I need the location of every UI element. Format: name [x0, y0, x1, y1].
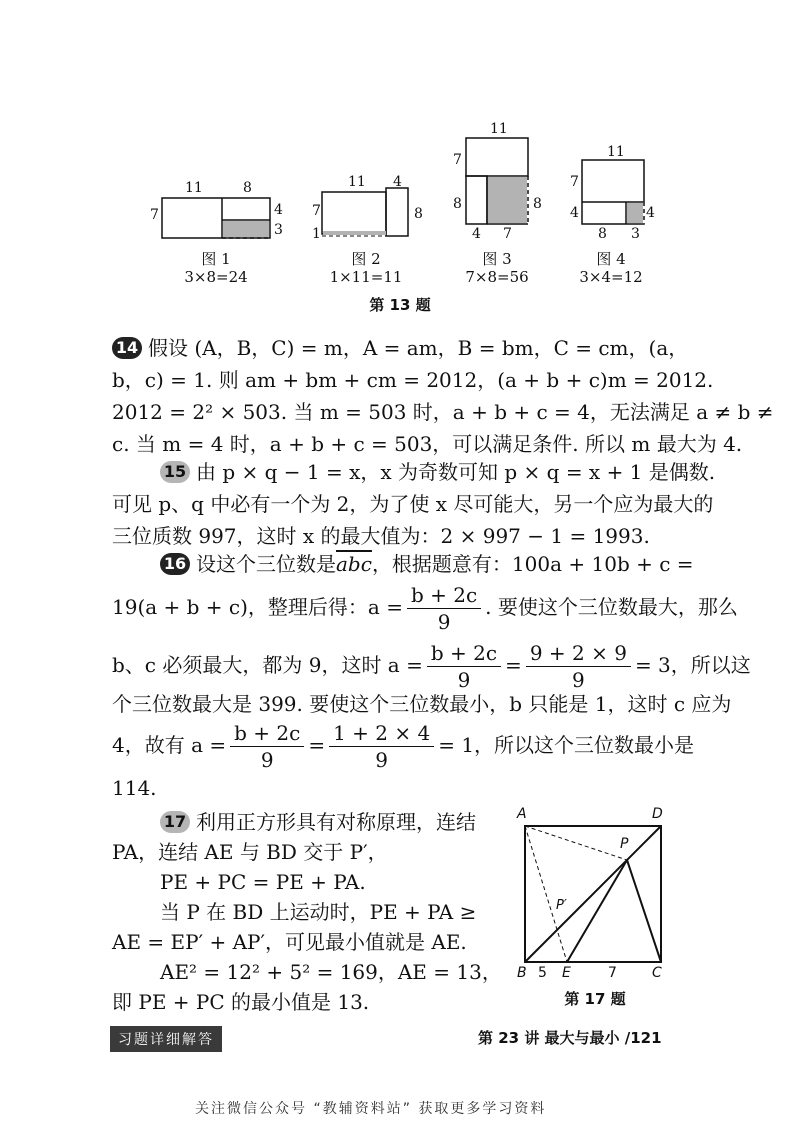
fig3-equation: 7×8=56	[465, 268, 529, 286]
q15-line-3: 三位质数 997，这时 x 的最大值为：2 × 997 − 1 = 1993.	[112, 524, 650, 548]
fig3-shaded	[488, 177, 527, 223]
segment-ec-length: 7	[608, 965, 617, 981]
fig4-left-bottom: 4	[570, 205, 579, 221]
fig1-shaded	[223, 221, 269, 237]
fig1-top-right: 8	[243, 180, 252, 196]
q16-line-1: 16 设这个三位数是$\overline{abc}$，根据题意有：100a + 10b + c =	[160, 548, 700, 580]
fig2-bottom-left: 1	[312, 226, 321, 242]
figure-3	[450, 128, 560, 238]
fraction-1: $\frac{b + 2c}{9}$	[407, 582, 481, 635]
q16-line-2: 19(a + b + c)，整理后得：a = $\frac{b + 2c}{9}$ . 要使这个三位数最大，那么	[112, 583, 738, 634]
q15-number: 15	[160, 461, 190, 483]
fig1-label: 图 1	[201, 250, 231, 268]
point-b-label: B	[517, 965, 527, 981]
point-e-label: E	[562, 965, 571, 981]
q15-line-1: 15 由 p × q − 1 = x，x 为奇数可知 p × q = x + 1 是偶数.	[160, 456, 700, 488]
fig1-right-top: 4	[274, 202, 283, 218]
fig3-bottom-right: 7	[503, 226, 512, 242]
fig4-equation: 3×4=12	[579, 268, 643, 286]
point-p-prime-label: P′	[556, 898, 567, 913]
q16-line-3: b、c 必须最大，都为 9，这时 a = $\frac{b + 2c}{9}$ = $\frac{9 + 2 \times 9}{9}$ = 3，所以这	[112, 641, 751, 692]
fig2-label: 图 2	[351, 250, 381, 268]
fig4-bottom-right: 3	[631, 226, 640, 242]
watermark-text: 关注微信公众号 “教辅资料站” 获取更多学习资料	[195, 1101, 547, 1117]
fig4-shaded	[627, 203, 643, 223]
fig2-top-left: 11	[348, 174, 366, 190]
fraction-3: $\frac{9 + 2 \times 9}{9}$	[526, 640, 631, 693]
figure-17-caption: 第 17 题	[564, 990, 626, 1008]
footer-chapter-title: 第 23 讲 最大与最小 /121	[478, 1029, 662, 1047]
fig3-bottom-left: 4	[472, 226, 481, 242]
point-d-label: D	[652, 806, 663, 822]
fig4-left-top: 7	[570, 174, 579, 190]
q14-line-1: 14 假设 (A，B，C) = m，A = am，B = bm，C = cm，(a，	[112, 332, 692, 364]
fig1-right-bottom: 3	[274, 222, 283, 238]
segment-pc	[627, 860, 661, 962]
figure-17	[505, 808, 685, 988]
fig3-label: 图 3	[482, 250, 512, 268]
q17-line-1: 17 利用正方形具有对称原理，连结	[160, 806, 500, 838]
q15-line-2: 可见 p、q 中必有一个为 2，为了使 x 尽可能大，另一个应为最大的	[112, 492, 714, 516]
q16-number: 16	[160, 553, 190, 575]
fig3-top: 11	[490, 121, 508, 137]
q14-line-3: 2012 = 2² × 503. 当 m = 503 时，a + b + c = 4，无法满足 a ≠ b ≠	[112, 400, 774, 424]
fig4-right-bottom: 4	[646, 205, 655, 221]
figure-13-caption: 第 13 题	[369, 296, 431, 314]
fraction-5: $\frac{1 + 2 \times 4}{9}$	[329, 720, 434, 773]
q16-line-5: 4，故有 a = $\frac{b + 2c}{9}$ = $\frac{1 + 2 \times 4}{9}$ = 1，所以这个三位数最小是	[112, 721, 695, 772]
fig2-left: 7	[312, 203, 321, 219]
segment-ap	[525, 826, 627, 860]
fig4-top: 11	[607, 144, 625, 160]
footer-section-tag: 习题详细解答	[110, 1026, 222, 1052]
q17-line-7: 即 PE + PC 的最小值是 13.	[112, 990, 370, 1014]
q14-number: 14	[112, 337, 142, 359]
q17-line-5: AE = EP′ + AP′，可见最小值就是 AE.	[112, 930, 467, 954]
fig3-right-bottom: 8	[533, 196, 542, 212]
q17-number: 17	[160, 811, 190, 833]
point-a-label: A	[517, 806, 527, 822]
q17-line-4: 当 P 在 BD 上运动时，PE + PA ≥	[160, 900, 477, 924]
q16-line-4: 个三位数最大是 399. 要使这个三位数最小，b 只能是 1，这时 c 应为	[112, 692, 732, 716]
fig4-bottom-left: 8	[598, 226, 607, 242]
fig1-top-left: 11	[185, 180, 203, 196]
fig3-left-top: 7	[453, 152, 462, 168]
diagonal-bd	[525, 826, 661, 962]
fig4-label: 图 4	[596, 250, 626, 268]
figure-1	[140, 180, 290, 250]
q16-line-6: 114.	[112, 776, 157, 800]
figure-2	[310, 180, 420, 250]
fig1-left: 7	[150, 207, 159, 223]
q14-line-2: b，c) = 1. 则 am + bm + cm = 2012，(a + b + c)m = 2012.	[112, 368, 714, 392]
q14-line-4: c. 当 m = 4 时，a + b + c = 503，可以满足条件. 所以 m 最大为 4.	[112, 432, 743, 456]
fraction-4: $\frac{b + 2c}{9}$	[230, 720, 304, 773]
q17-line-3: PE + PC = PE + PA.	[160, 870, 366, 894]
point-p-label: P	[620, 836, 629, 852]
fig2-right: 8	[414, 206, 423, 222]
fig2-equation: 1×11=11	[329, 268, 403, 286]
segment-be-length: 5	[538, 965, 547, 981]
fig3-left-bottom: 8	[453, 196, 462, 212]
fig1-equation: 3×8=24	[184, 268, 248, 286]
abc-overline: $\overline{abc}$	[336, 552, 372, 576]
point-c-label: C	[652, 965, 662, 981]
q17-line-2: PA，连结 AE 与 BD 交于 P′，	[112, 840, 388, 864]
fig2-top-right: 4	[393, 174, 402, 190]
fig2-shaded	[323, 231, 386, 235]
q17-line-6: AE² = 12² + 5² = 169，AE = 13，	[160, 960, 502, 984]
fraction-2: $\frac{b + 2c}{9}$	[427, 640, 501, 693]
